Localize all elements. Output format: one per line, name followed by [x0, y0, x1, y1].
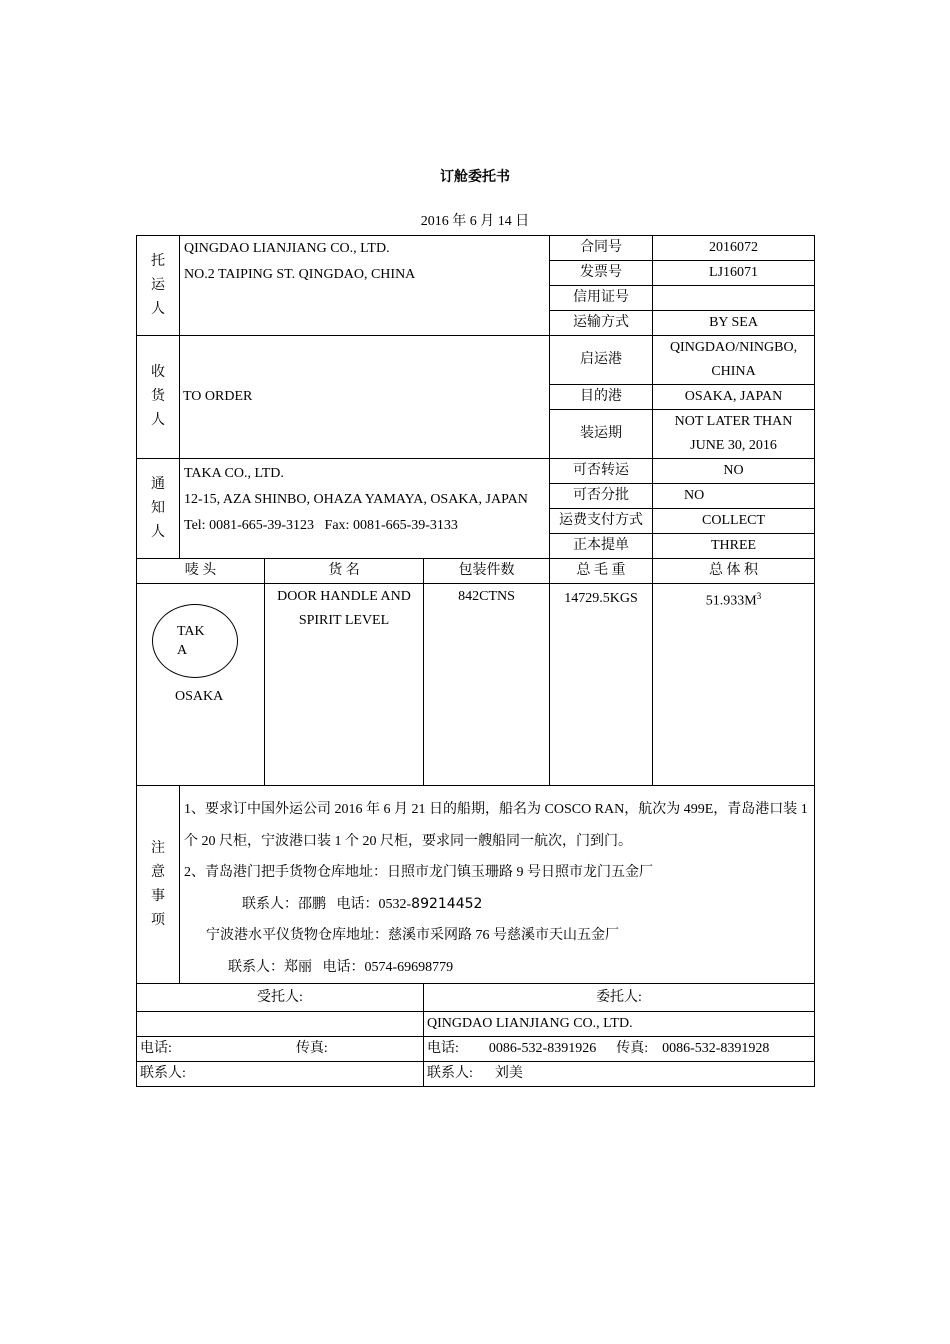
- transship-value: NO: [653, 459, 815, 484]
- volume-header: 总 体 积: [653, 559, 815, 584]
- ship-date-value: NOT LATER THAN JUNE 30, 2016: [653, 410, 815, 459]
- notes-label: 注 意 事 项: [137, 786, 180, 984]
- transport-value: BY SEA: [653, 311, 815, 336]
- notify-label: 通 知 人: [137, 459, 180, 559]
- transship-label: 可否转运: [550, 459, 653, 484]
- original-bl-value: THREE: [653, 534, 815, 559]
- shipper-details: [180, 236, 550, 336]
- port-dest-value: OSAKA, JAPAN: [653, 385, 815, 410]
- packages-header: 包装件数: [424, 559, 550, 584]
- port-dest-label: 目的港: [550, 385, 653, 410]
- port-loading-label: 启运港: [550, 336, 653, 385]
- shipping-mark-text: TAK A: [177, 624, 205, 658]
- note-line-4: 联系人：邵鹏 电话：0532-89214452: [242, 895, 483, 912]
- consignee-label: 收 货 人: [137, 336, 180, 459]
- goods-description: DOOR HANDLE AND SPIRIT LEVEL: [265, 584, 424, 786]
- partial-value: NO: [653, 484, 815, 509]
- partial-label: 可否分批: [550, 484, 653, 509]
- note-line-3: 2、青岛港门把手货物仓库地址：日照市龙门镇玉珊路 9 号日照市龙门五金厂: [184, 865, 653, 880]
- shipper-address: NO.2 TAIPING ST. QINGDAO, CHINA: [184, 267, 416, 282]
- lc-no-value: [653, 286, 815, 311]
- invoice-no-value: LJ16071: [653, 261, 815, 286]
- agent-contact: 联系人:: [137, 1062, 424, 1087]
- freight-value: COLLECT: [653, 509, 815, 534]
- document-title: 订舱委托书: [440, 169, 510, 185]
- agent-label: 受托人:: [137, 984, 424, 1012]
- agent-tel-fax: 电话: 传真:: [137, 1037, 424, 1062]
- gross-weight-header: 总 毛 重: [550, 559, 653, 584]
- shipper-label: 托 运 人: [137, 236, 180, 336]
- note-line-2: 个 20 尺柜，宁波港口装 1 个 20 尺柜，要求同一艘船同一航次，门到门。: [184, 833, 632, 849]
- note-line-6: 联系人：郑丽 电话：0574-69698779: [228, 959, 454, 975]
- notes-content: [180, 786, 815, 984]
- agent-company: [137, 1012, 424, 1037]
- principal-contact: 联系人: 刘美: [424, 1062, 815, 1087]
- shipper-name: QINGDAO LIANJIANG CO., LTD.: [184, 241, 390, 256]
- notify-contact: Tel: 0081-665-39-3123 Fax: 0081-665-39-3133: [184, 518, 458, 533]
- transport-label: 运输方式: [550, 311, 653, 336]
- shipping-marks: [137, 584, 265, 786]
- packages-value: 842CTNS: [424, 584, 550, 786]
- principal-label: 委托人:: [424, 984, 815, 1012]
- principal-company: QINGDAO LIANJIANG CO., LTD.: [424, 1012, 815, 1037]
- desc-header: 货 名: [265, 559, 424, 584]
- volume-value: $51.933M^3$: [653, 584, 815, 786]
- original-bl-label: 正本提单: [550, 534, 653, 559]
- consignee-value: TO ORDER: [180, 336, 550, 459]
- shipping-mark-port: OSAKA: [175, 689, 224, 704]
- notify-details: [180, 459, 550, 559]
- lc-no-label: 信用证号: [550, 286, 653, 311]
- port-loading-value: QINGDAO/NINGBO, CHINA: [653, 336, 815, 385]
- ship-date-label: 装运期: [550, 410, 653, 459]
- freight-label: 运费支付方式: [550, 509, 653, 534]
- note-line-5: 宁波港水平仪货物仓库地址：慈溪市采网路 76 号慈溪市天山五金厂: [206, 928, 619, 943]
- invoice-no-label: 发票号: [550, 261, 653, 286]
- booking-form-table: [136, 235, 815, 1087]
- document-date: 2016 年 6 月 14 日: [420, 214, 530, 229]
- contract-no-label: 合同号: [550, 236, 653, 261]
- notify-address: 12-15, AZA SHINBO, OHAZA YAMAYA, OSAKA, JAPAN: [184, 492, 528, 507]
- contract-no-value: 2016072: [653, 236, 815, 261]
- notify-name: TAKA CO., LTD.: [184, 466, 284, 481]
- gross-weight-value: 14729.5KGS: [550, 584, 653, 786]
- marks-header: 唛 头: [137, 559, 265, 584]
- note-line-1: 1、要求订中国外运公司 2016 年 6 月 21 日的船期，船名为 COSCO RAN，航次为 499E，青岛港口装 1: [184, 802, 808, 817]
- principal-tel-fax: 电话: 0086-532-8391926 传真: 0086-532-8391928: [424, 1037, 815, 1062]
